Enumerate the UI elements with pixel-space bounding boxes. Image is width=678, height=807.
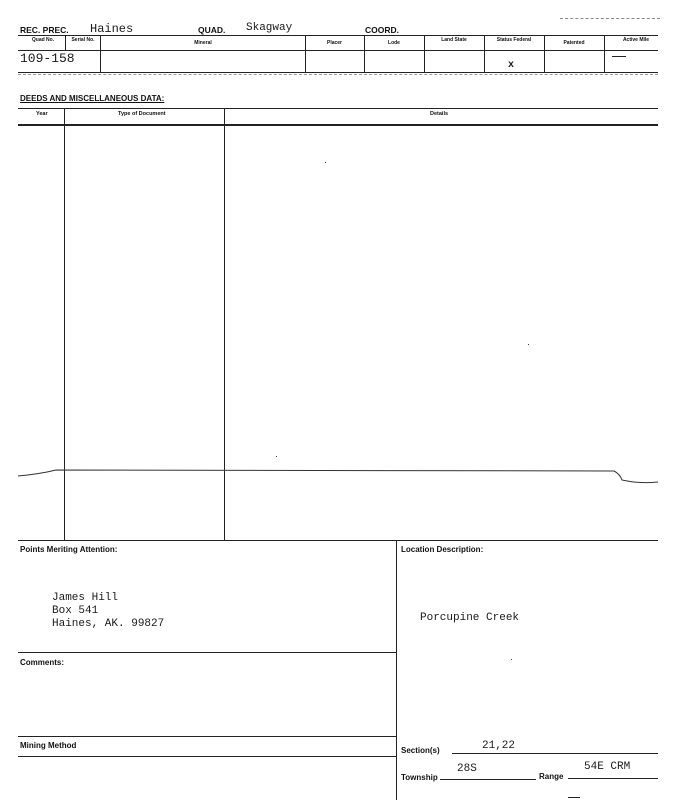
bottom-col-divider: [396, 540, 397, 800]
township-value: 28S: [457, 763, 477, 775]
header-top-rule: [18, 35, 658, 36]
header-mid-rule: [18, 50, 658, 51]
deeds-header-rule: [18, 124, 658, 126]
range-underline: [568, 778, 658, 779]
col-active-mile: Active Mile: [622, 37, 650, 43]
section-underline: [452, 753, 658, 754]
header-bottom-rule: [18, 72, 658, 73]
col-divider: [424, 35, 425, 72]
township-label: Township: [401, 773, 438, 782]
deeds-top-rule: [18, 108, 658, 109]
col-document-type: Type of Document: [118, 111, 166, 117]
comments-top-rule: [18, 652, 396, 653]
header-shadow-rule: [18, 74, 658, 75]
record-number: 109-158: [20, 51, 75, 66]
top-edge-mark: [560, 18, 660, 19]
col-serial-no: Serial No.: [71, 37, 95, 43]
col-divider: [604, 35, 605, 72]
col-placer: Placer: [326, 40, 342, 46]
quad-value: Skagway: [246, 22, 293, 34]
col-details: Details: [430, 111, 449, 117]
quad-label: QUAD.: [198, 25, 226, 35]
deeds-title: DEEDS AND MISCELLANEOUS DATA:: [20, 94, 165, 103]
speck: [528, 344, 529, 345]
location-value: Porcupine Creek: [420, 612, 520, 624]
mining-method-rule: [18, 756, 396, 757]
col-mineral: Mineral: [194, 40, 212, 46]
col-divider: [484, 35, 485, 72]
speck: [511, 659, 512, 660]
range-label: Range: [539, 772, 564, 781]
fold-line: [0, 462, 678, 492]
col-lode: Lode: [388, 40, 400, 46]
points-line-3: Haines, AK. 99827: [52, 618, 165, 630]
status-federal-mark: x: [508, 60, 515, 71]
col-year: Year: [36, 111, 48, 117]
range-value: 54E CRM: [584, 761, 631, 773]
mining-method-top-rule: [18, 736, 396, 737]
rec-prec-label: REC. PREC.: [20, 25, 69, 35]
points-line-2: Box 541: [52, 605, 99, 617]
section-value: 21,22: [482, 740, 516, 752]
col-land-state: Land State: [441, 37, 467, 43]
speck: [276, 456, 277, 457]
col-status-federal: Status Federal: [496, 37, 532, 43]
rec-prec-value: Haines: [90, 22, 134, 36]
active-mile-mark: [612, 56, 626, 57]
mining-method-label: Mining Method: [20, 741, 77, 750]
col-quad-no: Quad No.: [31, 37, 55, 43]
corner-mark: [568, 797, 580, 798]
col-patented: Patented: [563, 40, 585, 46]
location-label: Location Description:: [401, 545, 484, 554]
township-underline: [440, 779, 536, 780]
bottom-top-rule: [18, 540, 658, 541]
section-label: Section(s): [401, 746, 440, 755]
points-label: Points Meriting Attention:: [20, 545, 118, 554]
comments-label: Comments:: [20, 658, 65, 667]
coord-label: COORD.: [365, 25, 399, 35]
speck: [325, 162, 326, 163]
points-line-1: James Hill: [52, 592, 119, 604]
